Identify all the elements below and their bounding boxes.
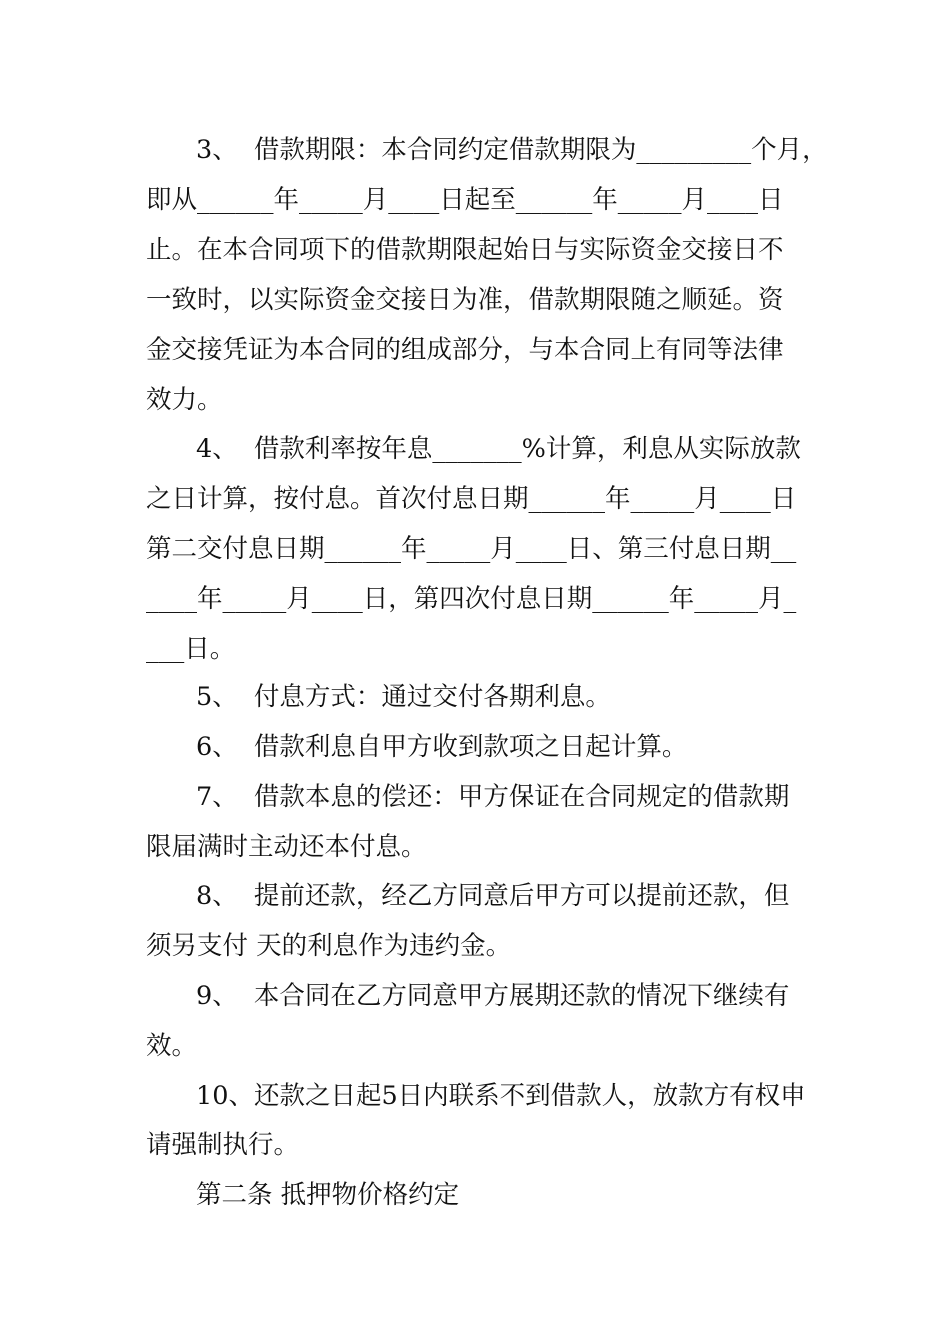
clause-5-line-1: 5、 付息方式：通过交付各期利息。 [196,682,611,712]
clause-3-line-4: 一致时，以实际资金交接日为准，借款期限随之顺延。资 [146,285,784,315]
clause-8-line-2: 须另支付 天的利息作为违约金。 [146,931,512,961]
clause-8-line-1: 8、 提前还款，经乙方同意后甲方可以提前还款，但 [196,881,790,911]
clause-4-line-3: 第二交付息日期______年_____月____日、第三付息日期__ [146,534,797,564]
clause-9-line-2: 效。 [146,1031,198,1061]
clause-3-line-1: 3、 借款期限：本合同约定借款期限为_________个月， [196,135,828,165]
clause-10-line-2: 请强制执行。 [146,1130,300,1160]
clause-6-line-1: 6、 借款利息自甲方收到款项之日起计算。 [196,732,688,762]
clause-4-line-5: ___日。 [146,634,236,664]
clause-4-line-2: 之日计算，按付息。首次付息日期______年_____月____日 [146,484,797,514]
clause-7-line-1: 7、 借款本息的偿还：甲方保证在合同规定的借款期 [196,782,790,812]
clause-4-line-1: 4、 借款利率按年息_______%计算，利息从实际放款 [196,434,801,464]
clause-3-line-2: 即从______年_____月____日起至______年_____月____日 [146,185,784,215]
clause-9-line-1: 9、 本合同在乙方同意甲方展期还款的情况下继续有 [196,981,790,1011]
clause-10-line-1: 10、还款之日起5日内联系不到借款人，放款方有权申 [196,1081,806,1111]
clause-3-line-3: 止。在本合同项下的借款期限起始日与实际资金交接日不 [146,235,784,265]
clause-7-line-2: 限届满时主动还本付息。 [146,832,427,862]
clause-4-line-4: ____年_____月____日，第四次付息日期______年_____月_ [146,584,797,614]
clause-3-line-6: 效力。 [146,385,223,415]
clause-3-line-5: 金交接凭证为本合同的组成部分，与本合同上有同等法律 [146,335,784,365]
section-heading-article-2: 第二条 抵押物价格约定 [196,1180,460,1210]
